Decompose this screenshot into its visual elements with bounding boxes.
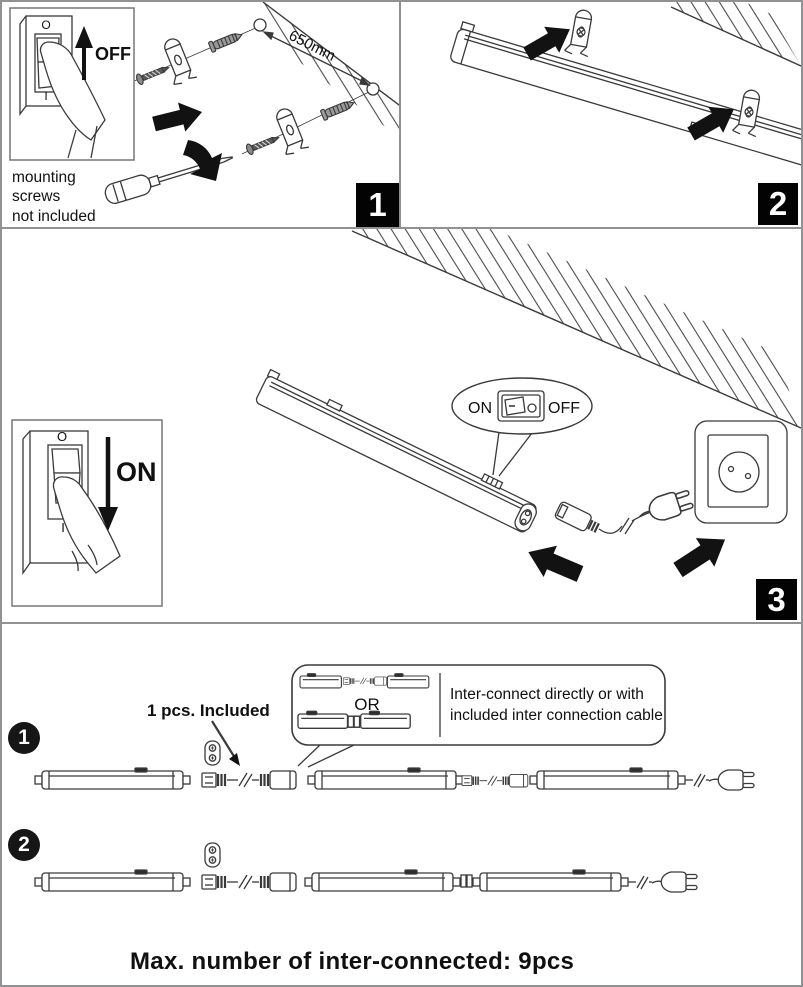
connector-icon [205,741,220,765]
light-bar [35,768,190,789]
panel-1-mounting [2,2,399,227]
screw-icon [135,63,170,86]
power-cord [599,512,651,534]
connector-icon [205,843,220,867]
switch-bottom-label: I [61,520,65,535]
note-line-2: screws [12,188,61,205]
interconnect-cable [202,771,296,789]
drill-hole [254,19,266,31]
step-badge-2: 2 [758,183,798,225]
direction-arrow-icon [522,536,587,589]
screw-icon [245,133,280,156]
dimension-label: 650mm [285,27,339,65]
switch-bottom-label: I [44,89,48,103]
light-bar [530,768,685,789]
callout-on-label: ON [468,400,492,417]
switch-callout [452,378,592,476]
off-label: OFF [95,44,131,64]
direction-arrow-icon [150,97,205,138]
light-bar [35,870,190,891]
max-interconnect-note: Max. number of inter-connected: 9pcs [130,948,575,975]
appliance-plug-icon [554,501,601,536]
rocker-switch-icon [498,391,544,421]
option-badge-2: 2 [8,829,40,861]
euro-plug-icon [709,770,754,790]
light-bar [473,870,628,891]
option-badge-1: 1 [8,722,40,754]
note-line-1: mounting [12,169,76,186]
wall-hatching [641,2,801,66]
switch-top-label: O [41,18,51,32]
wall-anchor-icon [208,30,244,53]
step-badge-3: 3 [756,579,797,620]
panel-3-plug-in [2,229,801,622]
mounting-clip-icon [270,105,309,156]
panel-2-attach [401,2,801,227]
direction-arrow-icon [669,525,735,584]
callout-text-line-1: Inter-connect directly or with [450,686,644,703]
callout-text-line-2: included inter connection cable [450,707,663,724]
euro-plug-icon [636,487,695,527]
switch-inset-off [10,8,134,160]
mounting-clip-icon [158,35,197,86]
power-cord [628,876,652,889]
panel-4-interconnect [2,624,801,985]
note-line-3: not included [12,208,96,225]
interconnect-cable [462,774,528,787]
wall-hatching [263,2,399,163]
callout-off-label: OFF [548,400,580,417]
included-label: 1 pcs. Included [147,701,270,720]
wall-socket [695,421,787,523]
euro-plug-icon [652,872,697,892]
mounting-clip-icon [564,8,595,56]
step-badge-1: 1 [356,183,399,227]
interconnect-cable [202,873,296,891]
on-label: ON [116,457,157,487]
light-bar [305,870,460,891]
switch-inset-on [12,420,162,606]
light-bar [308,768,463,789]
switch-top-label: O [56,429,68,444]
rotate-arrow-icon [183,140,222,181]
or-label: OR [354,695,380,714]
direct-junction [461,875,472,887]
power-cord [685,774,709,787]
